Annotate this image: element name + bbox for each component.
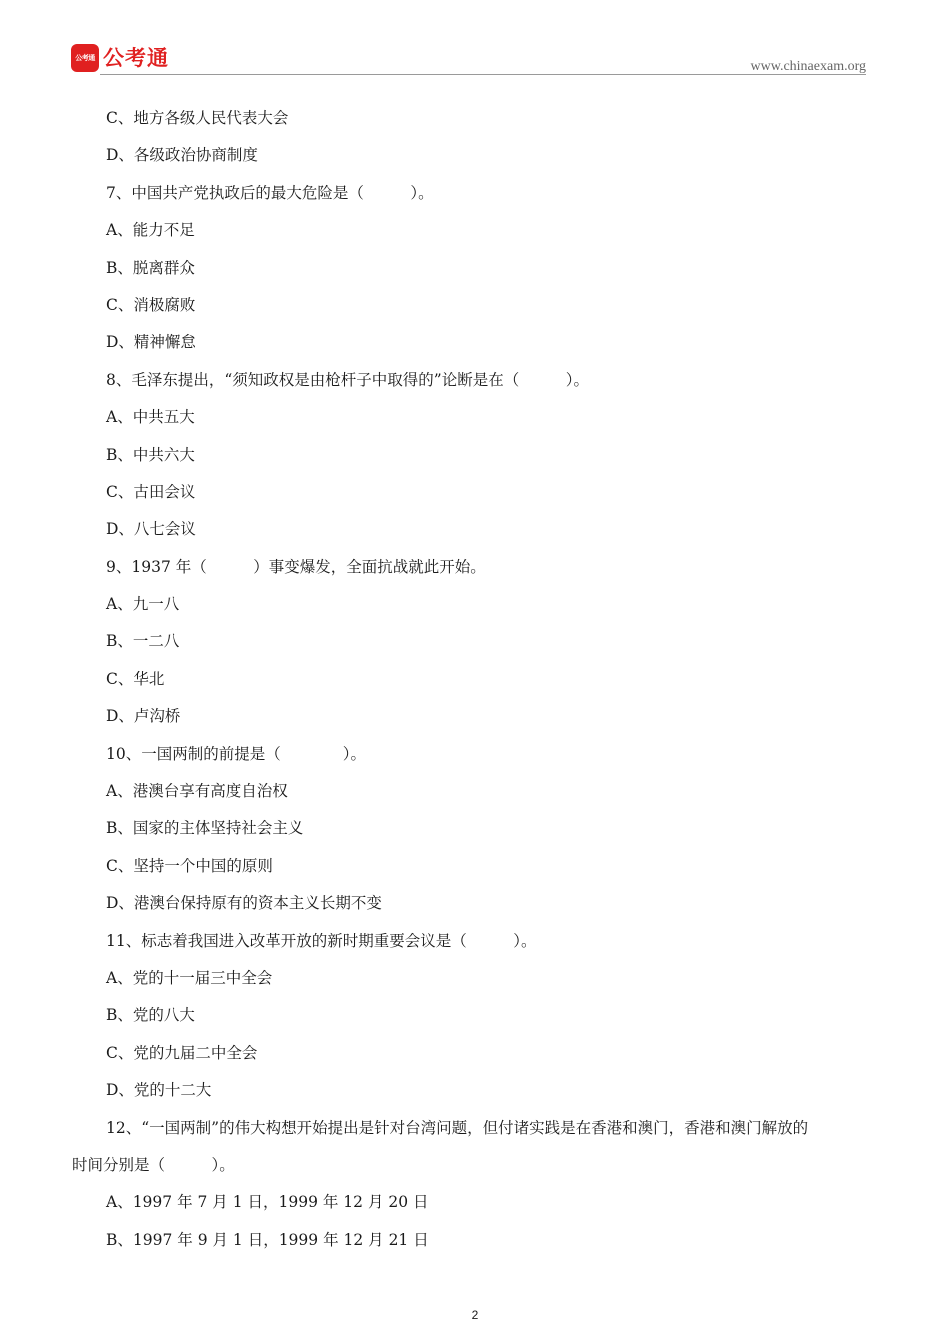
text-line: D、各级政治协商制度 (106, 146, 258, 165)
option-line: B、中共六大 (106, 445, 195, 464)
page-number: 2 (471, 1308, 479, 1322)
option-line: A、港澳台享有高度自治权 (106, 782, 288, 801)
option-line: C、古田会议 (106, 482, 196, 501)
site-url: www.chinaexam.org (750, 59, 866, 74)
question-8: 8、毛泽东提出，“须知政权是由枪杆子中取得的”论断是在（ ）。 (106, 370, 589, 389)
option-line: B、一二八 (106, 632, 180, 651)
option-line: C、坚持一个中国的原则 (106, 856, 273, 875)
option-line: A、1997 年 7 月 1 日，1999 年 12 月 20 日 (106, 1193, 429, 1212)
option-line: B、脱离群众 (106, 258, 195, 277)
question-9: 9、1937 年（ ）事变爆发，全面抗战就此开始。 (106, 557, 486, 576)
option-line: D、党的十二大 (106, 1081, 212, 1100)
option-line: B、国家的主体坚持社会主义 (106, 819, 304, 838)
option-line: A、能力不足 (106, 221, 195, 240)
page-header (0, 0, 950, 80)
option-line: D、卢沟桥 (106, 707, 181, 726)
question-7: 7、中国共产党执政后的最大危险是（ ）。 (106, 183, 434, 202)
option-line: C、消极腐败 (106, 295, 196, 314)
logo-badge-icon: 公考通 (71, 44, 99, 72)
option-line: D、港澳台保持原有的资本主义长期不变 (106, 894, 382, 913)
header-divider (100, 74, 866, 75)
question-10: 10、一国两制的前提是（ ）。 (106, 744, 366, 763)
question-12: 12、“一国两制”的伟大构想开始提出是针对台湾问题，但付诸实践是在香港和澳门，香港和澳门解放的 (106, 1118, 809, 1137)
option-line: A、党的十一届三中全会 (106, 968, 273, 987)
question-11: 11、标志着我国进入改革开放的新时期重要会议是（ ）。 (106, 931, 537, 950)
option-line: B、党的八大 (106, 1006, 195, 1025)
option-line: C、华北 (106, 669, 165, 688)
text-line: C、地方各级人民代表大会 (106, 109, 289, 127)
logo-text: 公考通 (103, 46, 169, 70)
option-line: A、九一八 (106, 595, 180, 614)
option-line: B、1997 年 9 月 1 日，1999 年 12 月 21 日 (106, 1230, 429, 1249)
question-12-continued: 时间分别是（ ）。 (72, 1155, 235, 1174)
document-body (72, 100, 878, 1259)
option-line: D、精神懈怠 (106, 333, 196, 352)
option-line: A、中共五大 (106, 408, 195, 427)
option-line: D、八七会议 (106, 520, 196, 539)
option-line: C、党的九届二中全会 (106, 1043, 258, 1062)
